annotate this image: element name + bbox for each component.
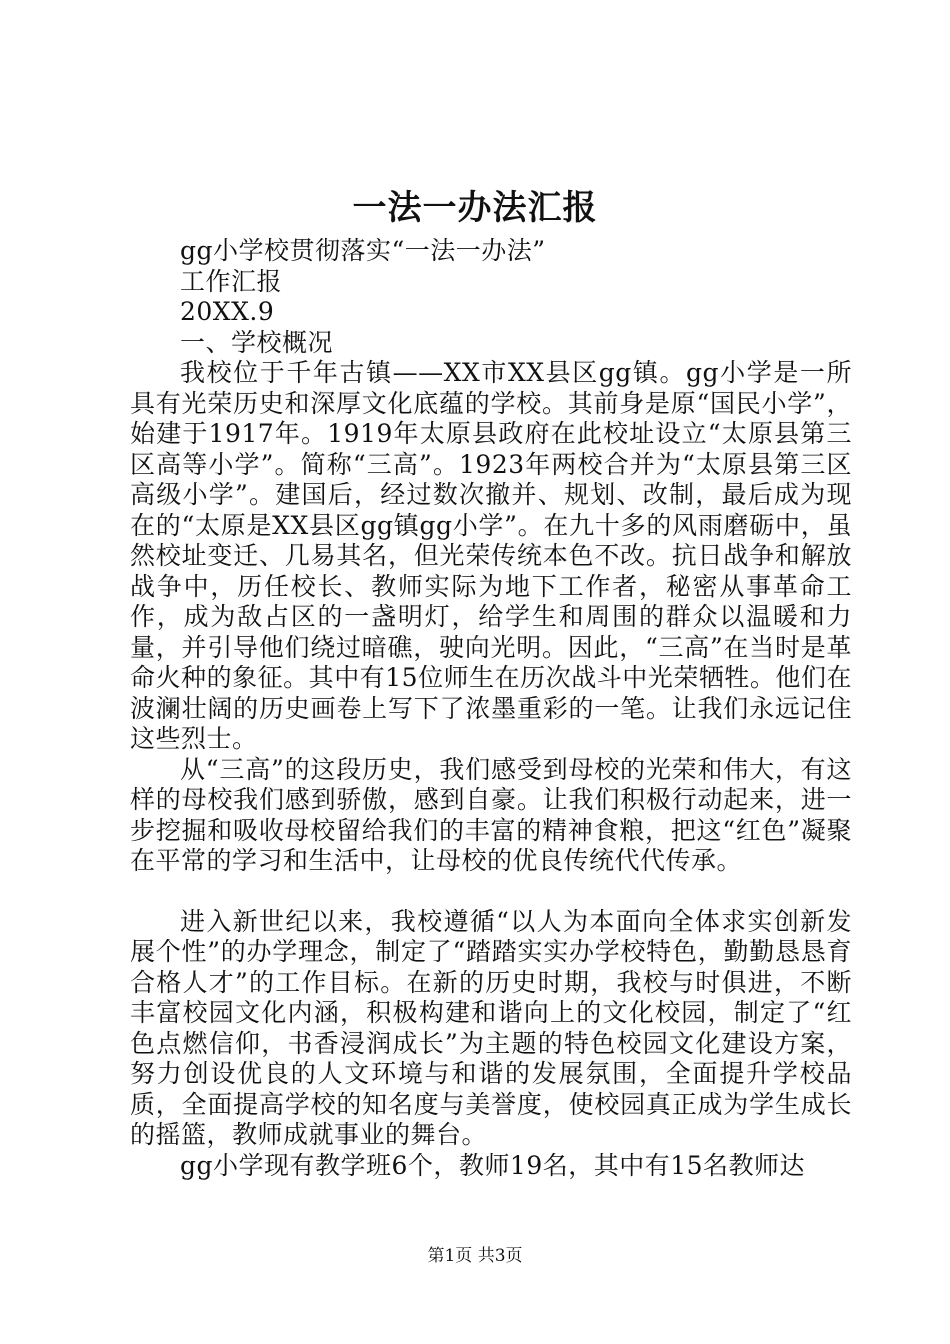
body-paragraph: 我校位于千年古镇——XX市XX县区gg镇。gg小学是一所具有光荣历史和深厚文化底蕴的学校。其前身是原“国民小学”，始建于1917年。1919年太原县政府在此校址设立“太原县第三区高等小学”。简称“三高”。1923年两校合并为“太原县第三区高级小学”。建国后，经过数次撤并、规划、改制，最后成为现在的“太原是XX县区gg镇gg小学”。在九十多的风雨磨砺中，虽然校址变迁、几易其名，但光荣传统本色不改。抗日战争和解放战争中，历任校长、教师实际为地下工作者，秘密从事革命工作，成为敌占区的一盏明灯，给学生和周围的群众以温暖和力量，并引导他们绕过暗礁，驶向光明。因此，“三高”在当时是革命火种的象征。其中有15位师生在历次战斗中光荣牺牲。他们在波澜壮阔的历史画卷上写下了浓墨重彩的一笔。让我们永远记住这些烈士。 <box>130 358 852 753</box>
document-body <box>130 236 852 1181</box>
body-paragraph: 进入新世纪以来，我校遵循“以人为本面向全体求实创新发展个性”的办学理念，制定了“踏踏实实办学校特色，勤勤恳恳育合格人才”的工作目标。在新的历史时期，我校与时俱进，不断丰富校园文化内涵，积极构建和谐向上的文化校园，制定了“红色点燃信仰，书香浸润成长”为主题的特色校园文化建设方案，努力创设优良的人文环境与和谐的发展氛围，全面提升学校品质，全面提高学校的知名度与美誉度，使校园真正成为学生成长的摇篮，教师成就事业的舞台。 <box>130 906 852 1149</box>
section-heading: 一、学校概况 <box>180 327 334 357</box>
page-number: 第1页 共3页 <box>427 1246 523 1266</box>
date-line: 20XX.9 <box>180 297 275 326</box>
body-paragraph: 从“三高”的这段历史，我们感受到母校的光荣和伟大，有这样的母校我们感到骄傲，感到自豪。让我们积极行动起来，进一步挖掘和吸收母校留给我们的丰富的精神食粮，把这“红色”凝聚在平常的学习和生活中，让母校的优良传统代代传承。 <box>130 754 852 875</box>
body-paragraph: gg小学现有教学班6个，教师19名，其中有15名教师达 <box>180 1150 806 1180</box>
subtitle-line: 工作汇报 <box>180 266 283 296</box>
document-title: 一法一办法汇报 <box>352 188 598 228</box>
subtitle-line: gg小学校贯彻落实“一法一办法” <box>180 236 546 265</box>
